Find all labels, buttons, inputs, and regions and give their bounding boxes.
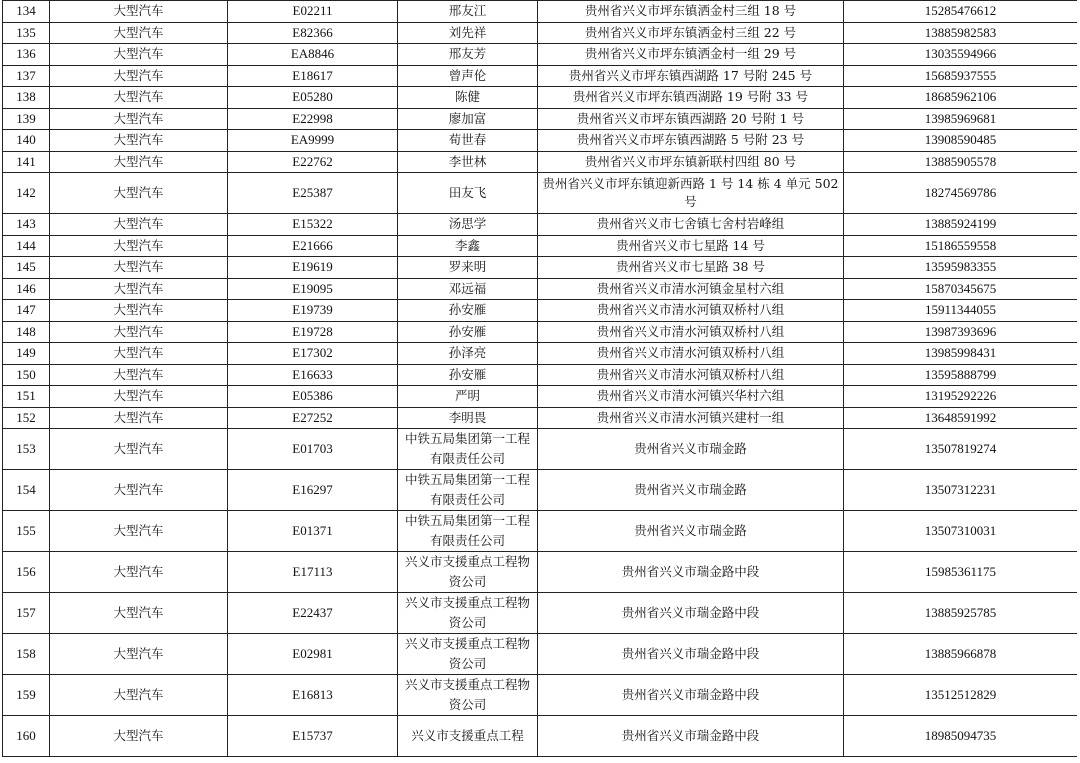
owner-name-cell: 邓远福 bbox=[398, 278, 538, 300]
row-number-cell: 149 bbox=[3, 343, 50, 365]
plate-number-cell: EA9999 bbox=[228, 130, 398, 152]
row-number-cell: 159 bbox=[3, 675, 50, 716]
plate-number-cell: E21666 bbox=[228, 235, 398, 257]
phone-number-cell: 13507312231 bbox=[844, 470, 1078, 511]
owner-name-cell: 陈健 bbox=[398, 87, 538, 109]
plate-number-cell: E19095 bbox=[228, 278, 398, 300]
vehicle-type-cell: 大型汽车 bbox=[50, 511, 228, 552]
vehicle-type-cell: 大型汽车 bbox=[50, 552, 228, 593]
table-row bbox=[3, 364, 1078, 386]
phone-number-cell: 13885966878 bbox=[844, 634, 1078, 675]
plate-number-cell: E18617 bbox=[228, 65, 398, 87]
row-number-cell: 139 bbox=[3, 108, 50, 130]
owner-name-cell: 严明 bbox=[398, 386, 538, 408]
phone-number-cell: 15870345675 bbox=[844, 278, 1078, 300]
vehicle-type-cell: 大型汽车 bbox=[50, 1, 228, 23]
vehicle-type-cell: 大型汽车 bbox=[50, 470, 228, 511]
table-row bbox=[3, 214, 1078, 236]
vehicle-type-cell: 大型汽车 bbox=[50, 235, 228, 257]
phone-number-cell: 13885924199 bbox=[844, 214, 1078, 236]
plate-number-cell: E82366 bbox=[228, 22, 398, 44]
owner-name-cell: 兴义市支援重点工程物资公司 bbox=[398, 675, 538, 716]
row-number-cell: 153 bbox=[3, 429, 50, 470]
address-cell: 贵州省兴义市坪东镇西湖路 20 号附 1 号 bbox=[538, 108, 844, 130]
vehicle-type-cell: 大型汽车 bbox=[50, 257, 228, 279]
plate-number-cell: E22762 bbox=[228, 151, 398, 173]
phone-number-cell: 13885905578 bbox=[844, 151, 1078, 173]
owner-name-cell: 曾声伦 bbox=[398, 65, 538, 87]
address-cell: 贵州省兴义市坪东镇迎新西路 1 号 14 栋 4 单元 502 号 bbox=[538, 173, 844, 214]
address-cell: 贵州省兴义市瑞金路 bbox=[538, 429, 844, 470]
owner-name-cell: 田友飞 bbox=[398, 173, 538, 214]
plate-number-cell: EA8846 bbox=[228, 44, 398, 66]
phone-number-cell: 15186559558 bbox=[844, 235, 1078, 257]
phone-number-cell: 13987393696 bbox=[844, 321, 1078, 343]
vehicle-type-cell: 大型汽车 bbox=[50, 593, 228, 634]
phone-number-cell: 13507819274 bbox=[844, 429, 1078, 470]
row-number-cell: 144 bbox=[3, 235, 50, 257]
plate-number-cell: E22437 bbox=[228, 593, 398, 634]
plate-number-cell: E19728 bbox=[228, 321, 398, 343]
vehicle-type-cell: 大型汽车 bbox=[50, 108, 228, 130]
owner-name-cell: 兴义市支援重点工程物资公司 bbox=[398, 593, 538, 634]
table-row bbox=[3, 552, 1078, 593]
address-cell: 贵州省兴义市清水河镇双桥村八组 bbox=[538, 364, 844, 386]
phone-number-cell: 18985094735 bbox=[844, 716, 1078, 757]
table-row bbox=[3, 1, 1078, 23]
phone-number-cell: 13035594966 bbox=[844, 44, 1078, 66]
table-body bbox=[3, 1, 1078, 757]
table-row bbox=[3, 470, 1078, 511]
phone-number-cell: 15911344055 bbox=[844, 300, 1078, 322]
table-row bbox=[3, 108, 1078, 130]
owner-name-cell: 刘先祥 bbox=[398, 22, 538, 44]
table-row bbox=[3, 593, 1078, 634]
table-row bbox=[3, 343, 1078, 365]
plate-number-cell: E19619 bbox=[228, 257, 398, 279]
table-row bbox=[3, 511, 1078, 552]
phone-number-cell: 13507310031 bbox=[844, 511, 1078, 552]
owner-name-cell: 孙安雁 bbox=[398, 300, 538, 322]
address-cell: 贵州省兴义市坪东镇新联村四组 80 号 bbox=[538, 151, 844, 173]
owner-name-cell: 孙泽亮 bbox=[398, 343, 538, 365]
row-number-cell: 138 bbox=[3, 87, 50, 109]
vehicle-type-cell: 大型汽车 bbox=[50, 151, 228, 173]
address-cell: 贵州省兴义市瑞金路中段 bbox=[538, 593, 844, 634]
vehicle-type-cell: 大型汽车 bbox=[50, 386, 228, 408]
table-row bbox=[3, 716, 1078, 757]
plate-number-cell: E15322 bbox=[228, 214, 398, 236]
phone-number-cell: 13985969681 bbox=[844, 108, 1078, 130]
table-row bbox=[3, 44, 1078, 66]
owner-name-cell: 邢友江 bbox=[398, 1, 538, 23]
row-number-cell: 154 bbox=[3, 470, 50, 511]
row-number-cell: 151 bbox=[3, 386, 50, 408]
owner-name-cell: 孙安雁 bbox=[398, 364, 538, 386]
owner-name-cell: 廖加富 bbox=[398, 108, 538, 130]
plate-number-cell: E02981 bbox=[228, 634, 398, 675]
address-cell: 贵州省兴义市坪东镇洒金村一组 29 号 bbox=[538, 44, 844, 66]
phone-number-cell: 18685962106 bbox=[844, 87, 1078, 109]
vehicle-registry-table bbox=[2, 0, 1077, 757]
table-row bbox=[3, 151, 1078, 173]
row-number-cell: 157 bbox=[3, 593, 50, 634]
owner-name-cell: 兴义市支援重点工程物资公司 bbox=[398, 552, 538, 593]
owner-name-cell: 中铁五局集团第一工程有限责任公司 bbox=[398, 470, 538, 511]
table-row bbox=[3, 429, 1078, 470]
vehicle-type-cell: 大型汽车 bbox=[50, 44, 228, 66]
row-number-cell: 140 bbox=[3, 130, 50, 152]
address-cell: 贵州省兴义市瑞金路中段 bbox=[538, 675, 844, 716]
phone-number-cell: 15285476612 bbox=[844, 1, 1078, 23]
address-cell: 贵州省兴义市清水河镇金星村六组 bbox=[538, 278, 844, 300]
table-row bbox=[3, 173, 1078, 214]
vehicle-type-cell: 大型汽车 bbox=[50, 675, 228, 716]
phone-number-cell: 13512512829 bbox=[844, 675, 1078, 716]
row-number-cell: 141 bbox=[3, 151, 50, 173]
plate-number-cell: E05280 bbox=[228, 87, 398, 109]
row-number-cell: 150 bbox=[3, 364, 50, 386]
plate-number-cell: E16633 bbox=[228, 364, 398, 386]
address-cell: 贵州省兴义市七舍镇七舍村岩峰组 bbox=[538, 214, 844, 236]
table-row bbox=[3, 321, 1078, 343]
vehicle-type-cell: 大型汽车 bbox=[50, 87, 228, 109]
phone-number-cell: 13595983355 bbox=[844, 257, 1078, 279]
phone-number-cell: 13648591992 bbox=[844, 407, 1078, 429]
address-cell: 贵州省兴义市坪东镇洒金村三组 22 号 bbox=[538, 22, 844, 44]
vehicle-type-cell: 大型汽车 bbox=[50, 364, 228, 386]
plate-number-cell: E01703 bbox=[228, 429, 398, 470]
address-cell: 贵州省兴义市瑞金路中段 bbox=[538, 716, 844, 757]
table-row bbox=[3, 65, 1078, 87]
vehicle-type-cell: 大型汽车 bbox=[50, 300, 228, 322]
table-row bbox=[3, 675, 1078, 716]
table-row bbox=[3, 22, 1078, 44]
owner-name-cell: 孙安雁 bbox=[398, 321, 538, 343]
vehicle-type-cell: 大型汽车 bbox=[50, 173, 228, 214]
phone-number-cell: 13908590485 bbox=[844, 130, 1078, 152]
vehicle-type-cell: 大型汽车 bbox=[50, 22, 228, 44]
address-cell: 贵州省兴义市清水河镇双桥村八组 bbox=[538, 343, 844, 365]
address-cell: 贵州省兴义市坪东镇西湖路 5 号附 23 号 bbox=[538, 130, 844, 152]
address-cell: 贵州省兴义市瑞金路 bbox=[538, 511, 844, 552]
phone-number-cell: 15685937555 bbox=[844, 65, 1078, 87]
row-number-cell: 143 bbox=[3, 214, 50, 236]
vehicle-type-cell: 大型汽车 bbox=[50, 429, 228, 470]
row-number-cell: 137 bbox=[3, 65, 50, 87]
vehicle-type-cell: 大型汽车 bbox=[50, 65, 228, 87]
table-row bbox=[3, 257, 1078, 279]
plate-number-cell: E25387 bbox=[228, 173, 398, 214]
row-number-cell: 152 bbox=[3, 407, 50, 429]
row-number-cell: 142 bbox=[3, 173, 50, 214]
phone-number-cell: 13885925785 bbox=[844, 593, 1078, 634]
owner-name-cell: 罗来明 bbox=[398, 257, 538, 279]
owner-name-cell: 荀世春 bbox=[398, 130, 538, 152]
row-number-cell: 135 bbox=[3, 22, 50, 44]
address-cell: 贵州省兴义市瑞金路中段 bbox=[538, 552, 844, 593]
address-cell: 贵州省兴义市坪东镇西湖路 17 号附 245 号 bbox=[538, 65, 844, 87]
row-number-cell: 134 bbox=[3, 1, 50, 23]
vehicle-type-cell: 大型汽车 bbox=[50, 407, 228, 429]
phone-number-cell: 13885982583 bbox=[844, 22, 1078, 44]
table-row bbox=[3, 300, 1078, 322]
table-row bbox=[3, 130, 1078, 152]
plate-number-cell: E17302 bbox=[228, 343, 398, 365]
vehicle-type-cell: 大型汽车 bbox=[50, 278, 228, 300]
table-row bbox=[3, 235, 1078, 257]
vehicle-type-cell: 大型汽车 bbox=[50, 214, 228, 236]
phone-number-cell: 15985361175 bbox=[844, 552, 1078, 593]
owner-name-cell: 中铁五局集团第一工程有限责任公司 bbox=[398, 429, 538, 470]
table-row bbox=[3, 278, 1078, 300]
owner-name-cell: 李鑫 bbox=[398, 235, 538, 257]
plate-number-cell: E16297 bbox=[228, 470, 398, 511]
vehicle-type-cell: 大型汽车 bbox=[50, 343, 228, 365]
table-row bbox=[3, 386, 1078, 408]
row-number-cell: 136 bbox=[3, 44, 50, 66]
row-number-cell: 155 bbox=[3, 511, 50, 552]
plate-number-cell: E05386 bbox=[228, 386, 398, 408]
owner-name-cell: 中铁五局集团第一工程有限责任公司 bbox=[398, 511, 538, 552]
address-cell: 贵州省兴义市七星路 14 号 bbox=[538, 235, 844, 257]
address-cell: 贵州省兴义市坪东镇西湖路 19 号附 33 号 bbox=[538, 87, 844, 109]
row-number-cell: 148 bbox=[3, 321, 50, 343]
address-cell: 贵州省兴义市清水河镇兴建村一组 bbox=[538, 407, 844, 429]
plate-number-cell: E19739 bbox=[228, 300, 398, 322]
address-cell: 贵州省兴义市坪东镇洒金村三组 18 号 bbox=[538, 1, 844, 23]
phone-number-cell: 13595888799 bbox=[844, 364, 1078, 386]
plate-number-cell: E15737 bbox=[228, 716, 398, 757]
row-number-cell: 156 bbox=[3, 552, 50, 593]
phone-number-cell: 18274569786 bbox=[844, 173, 1078, 214]
vehicle-type-cell: 大型汽车 bbox=[50, 634, 228, 675]
phone-number-cell: 13195292226 bbox=[844, 386, 1078, 408]
row-number-cell: 158 bbox=[3, 634, 50, 675]
row-number-cell: 160 bbox=[3, 716, 50, 757]
vehicle-type-cell: 大型汽车 bbox=[50, 321, 228, 343]
owner-name-cell: 兴义市支援重点工程物资公司 bbox=[398, 634, 538, 675]
vehicle-table-container bbox=[2, 0, 1077, 763]
plate-number-cell: E01371 bbox=[228, 511, 398, 552]
address-cell: 贵州省兴义市瑞金路中段 bbox=[538, 634, 844, 675]
row-number-cell: 146 bbox=[3, 278, 50, 300]
plate-number-cell: E17113 bbox=[228, 552, 398, 593]
row-number-cell: 147 bbox=[3, 300, 50, 322]
owner-name-cell: 邢友芳 bbox=[398, 44, 538, 66]
address-cell: 贵州省兴义市清水河镇双桥村八组 bbox=[538, 321, 844, 343]
phone-number-cell: 13985998431 bbox=[844, 343, 1078, 365]
address-cell: 贵州省兴义市清水河镇兴华村六组 bbox=[538, 386, 844, 408]
table-row bbox=[3, 634, 1078, 675]
plate-number-cell: E02211 bbox=[228, 1, 398, 23]
address-cell: 贵州省兴义市清水河镇双桥村八组 bbox=[538, 300, 844, 322]
vehicle-type-cell: 大型汽车 bbox=[50, 716, 228, 757]
owner-name-cell: 李明畏 bbox=[398, 407, 538, 429]
address-cell: 贵州省兴义市七星路 38 号 bbox=[538, 257, 844, 279]
table-row bbox=[3, 407, 1078, 429]
vehicle-type-cell: 大型汽车 bbox=[50, 130, 228, 152]
owner-name-cell: 汤思学 bbox=[398, 214, 538, 236]
plate-number-cell: E16813 bbox=[228, 675, 398, 716]
owner-name-cell: 兴义市支援重点工程 bbox=[398, 716, 538, 757]
plate-number-cell: E22998 bbox=[228, 108, 398, 130]
address-cell: 贵州省兴义市瑞金路 bbox=[538, 470, 844, 511]
plate-number-cell: E27252 bbox=[228, 407, 398, 429]
table-row bbox=[3, 87, 1078, 109]
owner-name-cell: 李世林 bbox=[398, 151, 538, 173]
row-number-cell: 145 bbox=[3, 257, 50, 279]
